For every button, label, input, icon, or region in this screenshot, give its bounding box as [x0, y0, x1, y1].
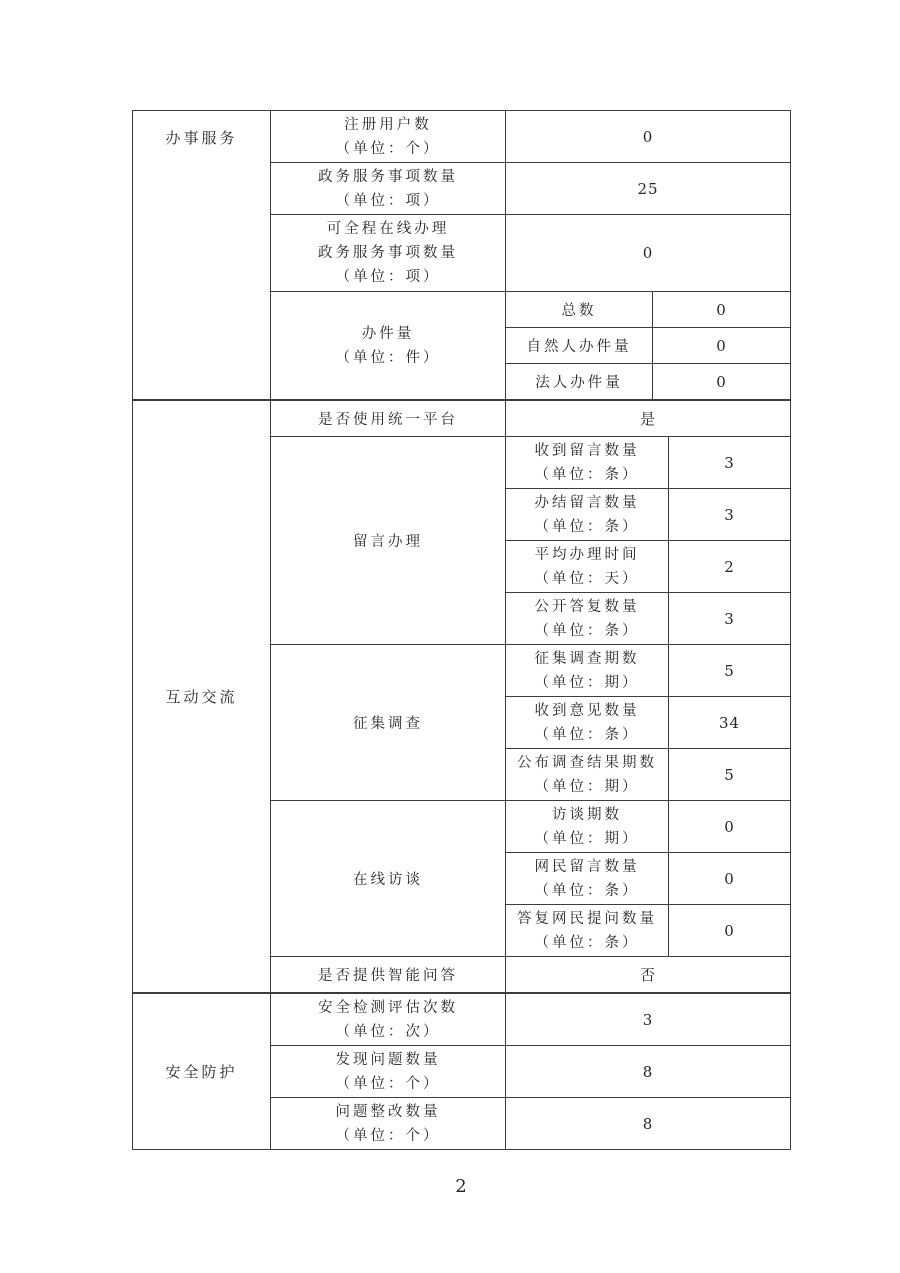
- value-cell: 25: [506, 163, 791, 215]
- submetric-cell: [506, 489, 669, 541]
- submetric-line: （单位：条）: [534, 622, 640, 639]
- value-cell: 0: [506, 215, 791, 292]
- submetric-cell: [506, 905, 669, 957]
- table-row: [133, 401, 791, 437]
- metric-cell: 征集调查: [271, 645, 506, 801]
- submetric-cell: 总数: [506, 292, 653, 328]
- submetric-line: （单位：天）: [534, 570, 640, 587]
- metric-line: 注册用户数: [344, 116, 432, 133]
- value-cell: 34: [669, 697, 791, 749]
- submetric-line: （单位：期）: [534, 778, 640, 795]
- value-cell: 3: [669, 489, 791, 541]
- metric-line: 问题整改数量: [335, 1103, 441, 1120]
- section-table-service: [132, 110, 791, 400]
- value-cell: 3: [669, 593, 791, 645]
- category-label: 互动交流: [165, 687, 238, 706]
- metric-line: （单位：项）: [335, 269, 441, 285]
- value-cell: 0: [653, 328, 791, 364]
- value-cell: 3: [506, 994, 791, 1046]
- section-table-interaction: [132, 400, 791, 993]
- category-label: 安全防护: [165, 1062, 238, 1081]
- submetric-line: （单位：期）: [534, 830, 640, 847]
- submetric-cell: [506, 593, 669, 645]
- submetric-line: 办结留言数量: [534, 494, 640, 511]
- metric-line: （单位：个）: [335, 140, 441, 157]
- metric-line: （单位：个）: [335, 1075, 441, 1092]
- submetric-cell: 法人办件量: [506, 364, 653, 400]
- value-cell: 8: [506, 1098, 791, 1150]
- submetric-line: 收到意见数量: [534, 702, 640, 719]
- submetric-line: 公布调查结果期数: [517, 754, 657, 771]
- submetric-line: 网民留言数量: [534, 858, 640, 875]
- statistics-table: [132, 110, 790, 1150]
- submetric-cell: 自然人办件量: [506, 328, 653, 364]
- metric-cell: 是否使用统一平台: [271, 401, 506, 437]
- metric-line: （单位：个）: [335, 1127, 441, 1144]
- submetric-line: 征集调查期数: [534, 650, 640, 667]
- submetric-line: 收到留言数量: [534, 442, 640, 459]
- submetric-line: （单位：条）: [534, 466, 640, 483]
- submetric-cell: [506, 541, 669, 593]
- category-cell: [133, 401, 271, 993]
- submetric-line: 访谈期数: [552, 806, 622, 823]
- submetric-line: （单位：条）: [534, 934, 640, 951]
- value-cell: 0: [669, 853, 791, 905]
- submetric-line: 答复网民提问数量: [517, 910, 657, 927]
- category-label: 办事服务: [165, 129, 238, 147]
- metric-line: 安全检测评估次数: [318, 999, 458, 1016]
- metric-line: 可全程在线办理: [326, 221, 450, 237]
- value-cell: 否: [506, 957, 791, 993]
- value-cell: 0: [653, 292, 791, 328]
- page-number: 2: [455, 1176, 467, 1197]
- submetric-cell: [506, 853, 669, 905]
- metric-cell: 是否提供智能问答: [271, 957, 506, 993]
- section-table-security: [132, 993, 791, 1150]
- metric-line: 政务服务事项数量: [318, 168, 458, 185]
- metric-cell: [271, 163, 506, 215]
- value-cell: 0: [506, 111, 791, 163]
- submetric-cell: [506, 801, 669, 853]
- metric-cell: 在线访谈: [271, 801, 506, 957]
- table-row: [133, 994, 791, 1046]
- metric-line: 发现问题数量: [335, 1051, 441, 1068]
- submetric-line: 公开答复数量: [534, 598, 640, 615]
- submetric-cell: [506, 437, 669, 489]
- submetric-cell: [506, 697, 669, 749]
- metric-cell: [271, 215, 506, 292]
- metric-line: 政务服务事项数量: [318, 245, 458, 261]
- submetric-line: （单位：条）: [534, 518, 640, 535]
- value-cell: 5: [669, 749, 791, 801]
- value-cell: 0: [669, 905, 791, 957]
- value-cell: 是: [506, 401, 791, 437]
- submetric-line: （单位：期）: [534, 674, 640, 691]
- submetric-line: （单位：条）: [534, 726, 640, 743]
- value-cell: 0: [653, 364, 791, 400]
- metric-line: （单位：项）: [335, 192, 441, 209]
- value-cell: 2: [669, 541, 791, 593]
- submetric-cell: [506, 749, 669, 801]
- category-cell: [133, 994, 271, 1150]
- metric-cell: [271, 292, 506, 400]
- value-cell: 5: [669, 645, 791, 697]
- metric-line: （单位：件）: [335, 349, 441, 366]
- submetric-line: （单位：条）: [534, 882, 640, 899]
- category-cell: [133, 111, 271, 400]
- value-cell: 0: [669, 801, 791, 853]
- submetric-cell: [506, 645, 669, 697]
- metric-line: 办件量: [361, 325, 415, 342]
- metric-cell: [271, 1098, 506, 1150]
- metric-cell: 留言办理: [271, 437, 506, 645]
- metric-cell: [271, 1046, 506, 1098]
- metric-cell: [271, 111, 506, 163]
- value-cell: 3: [669, 437, 791, 489]
- value-cell: 8: [506, 1046, 791, 1098]
- submetric-line: 平均办理时间: [534, 546, 640, 563]
- table-row: [133, 111, 791, 163]
- metric-line: （单位：次）: [335, 1023, 441, 1040]
- metric-cell: [271, 994, 506, 1046]
